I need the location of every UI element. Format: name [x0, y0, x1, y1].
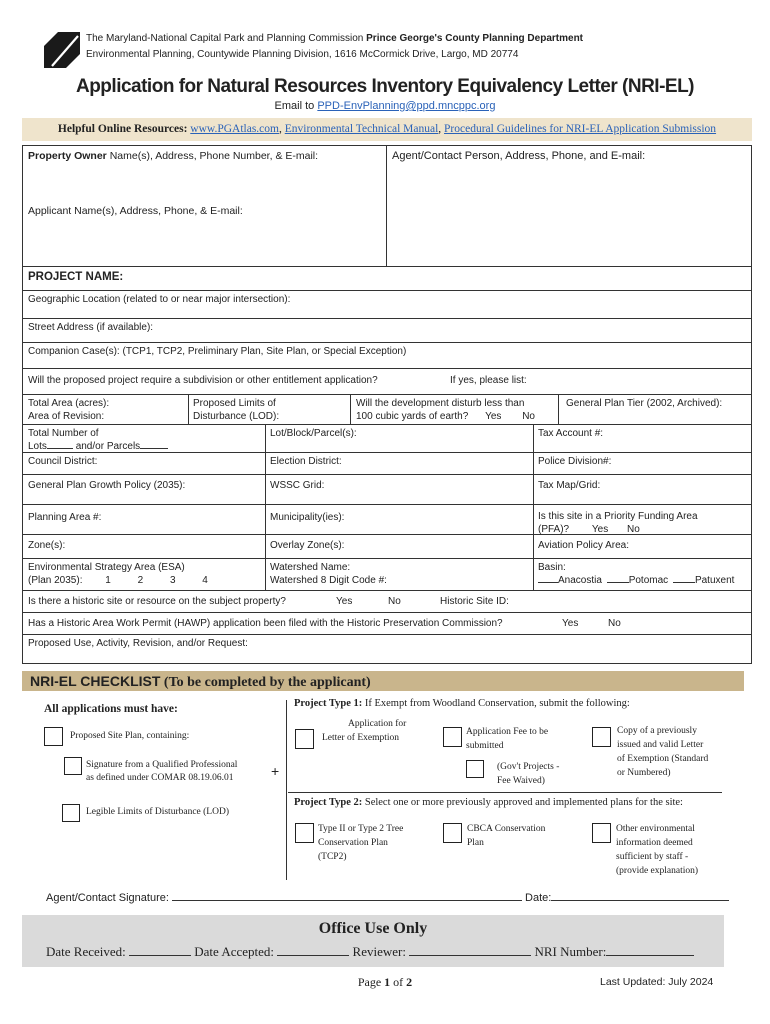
election-label: Election District:: [270, 456, 342, 467]
esa-option-4[interactable]: 4: [202, 574, 208, 586]
basin-text: Basin:: [538, 562, 566, 573]
tcp2-label: [318, 822, 403, 864]
copy-letter-checkbox[interactable]: [592, 727, 611, 747]
planning-area-label: Planning Area #:: [28, 512, 102, 523]
lot-block-label: Lot/Block/Parcel(s):: [270, 428, 357, 439]
rule: [22, 290, 752, 291]
page-current: 1: [384, 975, 391, 989]
subdivision-question: Will the proposed project require a subdivision or other entitlement application?: [28, 375, 378, 386]
watershed-label: [270, 562, 387, 587]
app-letter-text-2: Letter of Exemption: [322, 733, 400, 743]
historic-no-option[interactable]: No: [388, 596, 401, 607]
rule: [533, 424, 534, 590]
site-plan-label: Proposed Site Plan, containing:: [70, 731, 190, 741]
signature-label: [86, 759, 237, 785]
fee-label: [466, 725, 548, 753]
tcp-text-1: Type II or Type 2 Tree: [318, 824, 404, 834]
tcp-text-3: (TCP2): [318, 852, 347, 862]
street-address-label: Street Address (if available):: [28, 322, 154, 333]
total-area-label: [28, 398, 109, 423]
parcels-blank[interactable]: [140, 448, 168, 449]
fee-checkbox[interactable]: [443, 727, 462, 747]
esa-label: [28, 562, 208, 587]
date-received-label: Date Received:: [46, 944, 126, 959]
date-accepted-field[interactable]: [277, 955, 349, 956]
agent-signature-label: Agent/Contact Signature:: [46, 892, 169, 904]
plan-tier-label: General Plan Tier (2002, Archived):: [566, 398, 723, 409]
esa-option-3[interactable]: 3: [169, 574, 176, 586]
last-updated: Last Updated: July 2024: [600, 976, 714, 988]
nri-number-label: NRI Number:: [534, 944, 607, 959]
cbca-text-2: Plan: [467, 838, 484, 848]
hawp-question: Has a Historic Area Work Permit (HAWP) application been filed with the Historic Preservation Commission?: [28, 618, 503, 629]
area-revision-text: Area of Revision:: [28, 410, 105, 422]
esa-option-2[interactable]: 2: [137, 574, 144, 586]
geo-location-label: Geographic Location (related to or near major intersection):: [28, 294, 291, 305]
overlay-zone-label: Overlay Zone(s):: [270, 540, 345, 551]
type1-rest: If Exempt from Woodland Conservation, submit the following:: [364, 698, 630, 709]
esa-option-1[interactable]: 1: [105, 574, 111, 586]
lod-text-2: Disturbance (LOD):: [193, 410, 280, 422]
rule: [22, 634, 752, 635]
copy-text-2: issued and valid Letter: [617, 740, 704, 750]
signature-text-1: Signature from a Qualified Professional: [86, 760, 238, 770]
email-line: [0, 100, 770, 112]
pfa-no-option[interactable]: No: [627, 523, 640, 535]
historic-question: Is there a historic site or resource on the subject property?: [28, 596, 286, 607]
agent-label: Agent/Contact Person, Address, Phone, and E-mail:: [392, 150, 646, 162]
hawp-yes-option[interactable]: Yes: [562, 618, 579, 629]
date-received-field[interactable]: [129, 955, 191, 956]
pfa-text-2: (PFA)?: [538, 523, 570, 535]
fee-text-2: submitted: [466, 741, 504, 751]
other-text-4: (provide explanation): [616, 866, 699, 876]
signature-date-label: Date:: [525, 892, 552, 904]
disturb-text-2: 100 cubic yards of earth?: [356, 410, 469, 422]
rule: [22, 424, 752, 425]
pfa-yes-option[interactable]: Yes: [591, 523, 609, 535]
letter-exemption-checkbox[interactable]: [295, 729, 314, 749]
rule: [265, 424, 266, 590]
checklist-title: NRI-EL CHECKLIST: [30, 673, 161, 689]
cbca-label: [467, 822, 545, 850]
basin-blank[interactable]: [673, 582, 695, 583]
tcp2-checkbox[interactable]: [295, 823, 314, 843]
rule: [22, 590, 752, 591]
tcp-text-2: Conservation Plan: [318, 838, 388, 848]
esa-text-1: Environmental Strategy Area (ESA): [28, 562, 185, 573]
all-apps-label: All applications must have:: [44, 703, 178, 715]
page-total: 2: [406, 975, 413, 989]
resources-bar: [22, 118, 752, 141]
copy-text-1: Copy of a previously: [617, 726, 697, 736]
parcels-text: and/or Parcels: [75, 440, 141, 452]
header-line-1: [86, 33, 583, 44]
rule: [558, 394, 559, 424]
total-area-text: Total Area (acres):: [28, 398, 110, 409]
separator: ,: [438, 123, 442, 135]
commission-logo: [44, 32, 80, 68]
header-address: Environmental Planning, Countywide Planning Division, 1616 McCormick Drive, Largo, MD 20774: [86, 49, 519, 60]
department-name: Prince George's County Planning Department: [366, 33, 584, 44]
council-label: Council District:: [28, 456, 98, 467]
growth-policy-label: General Plan Growth Policy (2035):: [28, 480, 186, 491]
other-info-label: [616, 822, 698, 878]
page-of: of: [390, 975, 407, 989]
wssc-label: WSSC Grid:: [270, 480, 325, 491]
type1-bold: Project Type 1:: [294, 698, 363, 709]
rule: [22, 318, 752, 319]
tax-account-label: Tax Account #:: [538, 428, 604, 439]
owner-label: [28, 150, 318, 163]
office-use-title: Office Use Only: [318, 920, 428, 937]
police-label: Police Division#:: [538, 456, 612, 467]
pfa-question: [538, 511, 698, 536]
signature-checkbox[interactable]: [64, 757, 82, 775]
type2-label: [294, 797, 683, 808]
nri-number-field[interactable]: [606, 955, 694, 956]
page-title: Application for Natural Resources Inventory Equivalency Letter (NRI-EL): [75, 76, 694, 97]
esa-text-2: (Plan 2035):: [28, 574, 83, 586]
historic-yes-option[interactable]: Yes: [336, 596, 353, 607]
basin-blank[interactable]: [538, 582, 558, 583]
companion-cases-label: Companion Case(s): (TCP1, TCP2, Preliminary Plan, Site Plan, or Special Exception): [28, 346, 407, 357]
tax-map-label: Tax Map/Grid:: [538, 480, 601, 491]
rule: [22, 558, 752, 559]
cbca-text-1: CBCA Conservation: [467, 824, 546, 834]
aviation-label: Aviation Policy Area:: [538, 540, 629, 551]
letter-exemption-label: [322, 717, 406, 745]
pgatlas-link[interactable]: www.PGAtlas.com: [190, 123, 279, 135]
other-info-checkbox[interactable]: [592, 823, 611, 843]
rule: [22, 342, 752, 343]
lots-blank[interactable]: [47, 448, 73, 449]
basin-patuxent[interactable]: Patuxent: [694, 574, 735, 586]
rule: [22, 368, 752, 369]
copy-text-3: of Exemption (Standard: [617, 754, 709, 764]
owner-bold: Property Owner: [28, 150, 107, 162]
owner-rest: Name(s), Address, Phone Number, & E-mail:: [106, 150, 319, 162]
lod-text-1: Proposed Limits of: [193, 398, 276, 409]
technical-manual-link[interactable]: Environmental Technical Manual: [284, 123, 439, 135]
basin-label: [538, 562, 738, 587]
subdivision-list-label: If yes, please list:: [450, 375, 527, 386]
type1-label: [294, 698, 630, 709]
copy-letter-label: [617, 724, 708, 780]
lots-text: Lots: [28, 440, 47, 452]
signature-date-field[interactable]: [551, 900, 729, 901]
email-prefix: Email to: [274, 100, 318, 112]
site-plan-checkbox[interactable]: [44, 727, 63, 746]
resources-label: Helpful Online Resources:: [57, 123, 188, 135]
govt-text-1: (Gov't Projects -: [497, 762, 560, 772]
lots-text-1: Total Number of: [28, 428, 99, 439]
date-accepted-label: Date Accepted:: [194, 944, 275, 959]
zone-label: Zone(s):: [28, 540, 66, 551]
separator: ,: [278, 123, 282, 135]
type2-rest: Select one or more previously approved and implemented plans for the site:: [364, 797, 683, 808]
email-link[interactable]: PPD-EnvPlanning@ppd.mncppc.org: [317, 100, 496, 112]
office-use-fields: [46, 944, 694, 960]
rule: [22, 266, 752, 267]
project-name-label: PROJECT NAME:: [28, 271, 124, 283]
reviewer-field[interactable]: [409, 955, 531, 956]
checklist-header: [22, 671, 744, 691]
procedural-guidelines-link[interactable]: Procedural Guidelines for NRI-EL Application Submission: [444, 123, 717, 135]
historic-id-label: Historic Site ID:: [440, 596, 509, 607]
rule: [22, 504, 752, 505]
rule: [22, 612, 752, 613]
watershed-name-text: Watershed Name:: [270, 562, 351, 573]
basin-anacostia[interactable]: Anacostia: [558, 574, 602, 586]
disturb-yes-option[interactable]: Yes: [485, 410, 502, 422]
cbca-checkbox[interactable]: [443, 823, 462, 843]
rule: [386, 145, 387, 266]
rule: [188, 394, 189, 424]
rule: [22, 474, 752, 475]
govt-checkbox[interactable]: [466, 760, 484, 778]
checklist-subtitle: (To be completed by the applicant): [163, 675, 371, 690]
proposed-use-label: Proposed Use, Activity, Revision, and/or Request:: [28, 638, 248, 649]
municipality-label: Municipality(ies):: [270, 512, 345, 523]
legible-lod-checkbox[interactable]: [62, 804, 80, 822]
basin-potomac[interactable]: Potomac: [628, 574, 669, 586]
other-text-1: Other environmental: [616, 824, 695, 834]
lod-label: [193, 398, 279, 423]
signature-text-2: as defined under COMAR 08.19.06.01: [86, 773, 234, 783]
pfa-text-1: Is this site in a Priority Funding Area: [538, 511, 698, 522]
app-letter-text-1: Application for: [348, 719, 407, 729]
plus-sign: +: [271, 763, 280, 779]
other-text-3: sufficient by staff -: [616, 852, 689, 862]
signature-row: [46, 892, 729, 904]
checklist-divider: [286, 700, 287, 880]
copy-text-4: or Numbered): [617, 768, 671, 778]
lots-label: [28, 428, 168, 453]
basin-blank[interactable]: [607, 582, 629, 583]
reviewer-label: Reviewer:: [352, 944, 406, 959]
govt-text-2: Fee Waived): [497, 776, 545, 786]
disturb-no-option[interactable]: No: [522, 410, 535, 422]
disturb-text-1: Will the development disturb less than: [356, 398, 525, 409]
rule: [350, 394, 351, 424]
disturb-question: [356, 398, 535, 423]
hawp-no-option[interactable]: No: [608, 618, 621, 629]
applicant-label: Applicant Name(s), Address, Phone, & E-mail:: [28, 205, 243, 217]
type2-bold: Project Type 2:: [294, 797, 363, 808]
govt-label: [497, 760, 559, 788]
fee-text-1: Application Fee to be: [466, 727, 549, 737]
watershed-code-text: Watershed 8 Digit Code #:: [270, 574, 387, 586]
other-text-2: information deemed: [616, 838, 693, 848]
rule: [22, 394, 752, 395]
page-word: Page: [357, 975, 385, 989]
legible-lod-label: Legible Limits of Disturbance (LOD): [86, 807, 229, 817]
type2-rule: [288, 792, 722, 793]
commission-name: The Maryland-National Capital Park and Planning Commission: [86, 33, 364, 44]
agent-signature-field[interactable]: [172, 900, 522, 901]
